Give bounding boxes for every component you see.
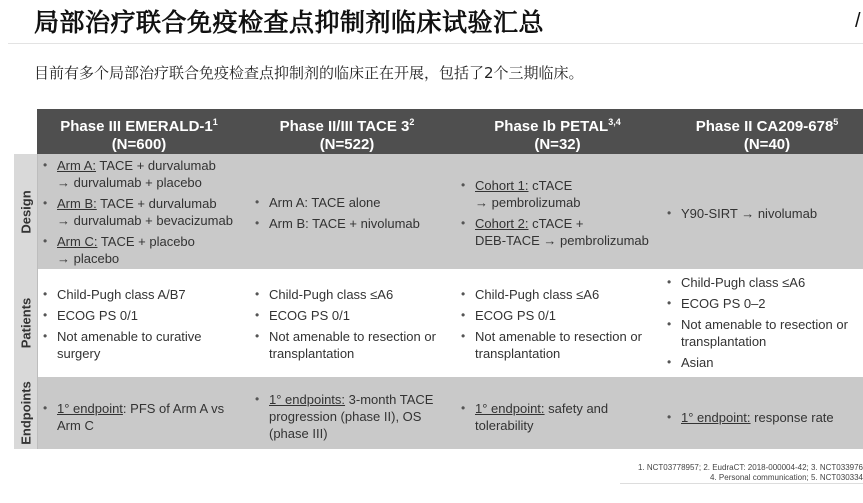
patients-row <box>14 269 863 377</box>
patients-label-text: Patients <box>18 297 33 349</box>
cohort-1-label: Cohort 1: <box>475 178 529 193</box>
header-ca209-ref: 5 <box>833 117 839 127</box>
endpoint-emerald-text: : PFS of Arm A vs Arm C <box>57 401 225 433</box>
endpoints-ca209 <box>667 409 863 430</box>
design-emerald <box>43 157 253 271</box>
header-tace3-name: Phase II/III TACE 3 <box>279 118 410 135</box>
design-cohort-2 <box>461 215 666 249</box>
endpoint-tace3-text: 3-month TACE progression (phase II), OS (phase III) <box>269 392 434 441</box>
patients-ca209-item: • Child-Pugh class ≤A6 <box>667 274 863 291</box>
patients-petal <box>461 286 661 366</box>
cohort-1-text: cTACE <box>528 178 573 193</box>
endpoints-tace3 <box>255 391 450 446</box>
patients-emerald-item: • Not amenable to curative surgery <box>43 328 243 362</box>
arm-b-label: Arm B: <box>57 196 97 211</box>
header-petal-ref: 3,4 <box>608 117 621 127</box>
slide-title: 局部治疗联合免疫检查点抑制剂临床试验汇总 <box>34 8 545 37</box>
endpoint-petal-text: safety and tolerability <box>475 401 609 433</box>
patients-ca209 <box>667 274 863 375</box>
endpoint-ca209-label: 1° endpoint: <box>681 410 751 425</box>
endpoints-row-label <box>14 377 38 449</box>
patients-tace3 <box>255 286 455 366</box>
patients-tace3-item: • Child-Pugh class ≤A6 <box>255 286 455 303</box>
design-ca209-item: • Y90-SIRT → nivolumab <box>667 205 863 222</box>
endpoint-tace3 <box>255 391 450 442</box>
header-emerald-ref: 1 <box>212 117 218 127</box>
design-label-text: Design <box>18 189 33 234</box>
design-petal <box>461 177 666 253</box>
design-tace3 <box>255 194 455 236</box>
header-ca209 <box>667 113 863 154</box>
endpoints-petal <box>461 400 611 438</box>
design-row-label <box>14 154 38 269</box>
design-ca209 <box>667 205 863 226</box>
endpoint-emerald <box>43 400 233 434</box>
arm-b-text: TACE + durvalumab <box>96 196 217 211</box>
arm-a-label: Arm A: <box>57 158 97 173</box>
header-petal-name: Phase Ib PETAL <box>494 118 609 135</box>
patients-emerald <box>43 286 243 366</box>
design-row <box>14 154 863 269</box>
endpoint-petal <box>461 400 611 434</box>
patients-row-label <box>14 269 38 377</box>
endpoint-ca209 <box>667 409 863 426</box>
corner-mark: / <box>855 10 861 32</box>
header-emerald-name: Phase III EMERALD-1 <box>60 118 213 135</box>
table-header <box>37 109 863 154</box>
design-tace3-arm-b: • Arm B: TACE + nivolumab <box>255 215 455 232</box>
cohort-2-cont: DEB-TACE → pembrolizumab <box>475 233 649 248</box>
header-ca209-name: Phase II CA209-678 <box>695 118 834 135</box>
patients-ca209-item: • ECOG PS 0–2 <box>667 295 863 312</box>
arm-b-cont: → durvalumab + bevacizumab <box>57 213 233 228</box>
trials-table <box>14 109 863 449</box>
footnote-line-1: 1. NCT03778957; 2. EudraCT: 2018-000004-42; 3. NCT033976 <box>637 463 863 472</box>
endpoints-row <box>14 377 863 449</box>
patients-petal-item: • ECOG PS 0/1 <box>461 307 661 324</box>
patients-ca209-item: • Not amenable to resection or transplantation <box>667 316 863 350</box>
header-petal-n: (N=32) <box>534 136 581 153</box>
patients-emerald-item: • Child-Pugh class A/B7 <box>43 286 243 303</box>
slide-subtitle: 目前有多个局部治疗联合免疫检查点抑制剂的临床正在开展，包括了2个三期临床。 <box>34 64 584 82</box>
patients-ca209-item: • Asian <box>667 354 863 371</box>
patients-emerald-item: • ECOG PS 0/1 <box>43 307 243 324</box>
design-tace3-arm-a: • Arm A: TACE alone <box>255 194 455 211</box>
design-arm-a <box>43 157 253 191</box>
header-petal <box>455 113 660 154</box>
header-emerald <box>37 113 241 154</box>
header-emerald-n: (N=600) <box>111 136 167 153</box>
footnote-divider <box>620 483 863 484</box>
endpoint-emerald-label: 1° endpoint <box>57 401 123 416</box>
patients-tace3-item: • Not amenable to resection or transplantation <box>255 328 455 362</box>
endpoints-emerald <box>43 400 233 438</box>
arm-c-label: Arm C: <box>57 234 98 249</box>
header-tace3 <box>247 113 447 154</box>
design-cohort-1 <box>461 177 666 211</box>
design-arm-c <box>43 233 253 267</box>
arm-a-cont: → durvalumab + placebo <box>57 175 202 190</box>
endpoints-label-text: Endpoints <box>18 381 33 445</box>
patients-petal-item: • Child-Pugh class ≤A6 <box>461 286 661 303</box>
cohort-2-text: cTACE + <box>528 216 584 231</box>
title-divider <box>8 43 863 44</box>
header-tace3-n: (N=522) <box>319 136 375 153</box>
cohort-2-label: Cohort 2: <box>475 216 529 231</box>
arm-c-text: TACE + placebo <box>97 234 195 249</box>
arm-c-cont: → placebo <box>57 251 120 266</box>
footnote-line-2: 4. Personal communication; 5. NCT030334 <box>710 473 863 482</box>
header-tace3-ref: 2 <box>409 117 415 127</box>
endpoint-ca209-text: response rate <box>750 410 834 425</box>
endpoint-tace3-label: 1° endpoints: <box>269 392 346 407</box>
references-footnote <box>638 463 863 483</box>
arm-a-text: TACE + durvalumab <box>96 158 216 173</box>
cohort-1-cont: → pembrolizumab <box>475 195 581 210</box>
patients-tace3-item: • ECOG PS 0/1 <box>255 307 455 324</box>
design-arm-b <box>43 195 253 229</box>
endpoint-petal-label: 1° endpoint: <box>475 401 545 416</box>
header-ca209-n: (N=40) <box>743 136 791 153</box>
patients-petal-item: • Not amenable to resection or transplantation <box>461 328 661 362</box>
